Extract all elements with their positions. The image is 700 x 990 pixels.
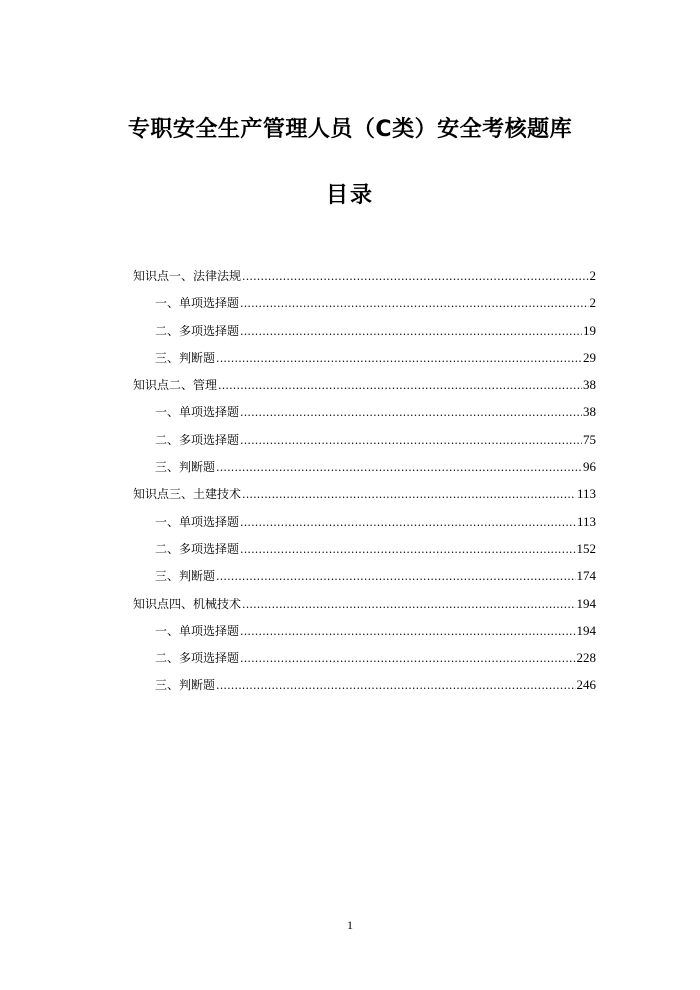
toc-entry-page: 228 <box>576 650 596 666</box>
toc-entry[interactable] <box>133 562 596 589</box>
toc-entry[interactable] <box>133 426 596 453</box>
document-title: 专职安全生产管理人员（C类）安全考核题库 <box>127 117 573 142</box>
toc-entry[interactable] <box>133 644 596 671</box>
toc-entry-label: 知识点三、土建技术 <box>133 487 242 502</box>
toc-dot-leader <box>242 481 576 508</box>
toc-dot-leader <box>240 618 575 645</box>
toc-dot-leader <box>216 345 582 372</box>
toc-entry-label: 二、多项选择题 <box>155 323 240 338</box>
toc-entry-label: 三、判断题 <box>155 350 216 365</box>
toc-entry-label: 二、多项选择题 <box>155 541 240 556</box>
toc-dot-leader <box>240 536 575 563</box>
toc-entry[interactable] <box>133 453 596 480</box>
toc-entry-page: 2 <box>589 295 596 311</box>
toc-entry-page: 19 <box>583 322 596 338</box>
toc-entry[interactable] <box>133 535 596 562</box>
toc-entry-page: 113 <box>576 513 596 529</box>
toc-entry-label: 三、判断题 <box>155 460 216 475</box>
toc-dot-leader <box>216 672 575 699</box>
toc-entry[interactable] <box>133 398 596 425</box>
toc-entry[interactable] <box>133 289 596 316</box>
toc-entry-label: 一、单项选择题 <box>155 623 240 638</box>
toc-entry-label: 一、单项选择题 <box>155 296 240 311</box>
toc-entry[interactable] <box>133 344 596 371</box>
toc-entry-page: 38 <box>583 404 596 420</box>
toc-dot-leader <box>218 372 582 399</box>
toc-dot-leader <box>240 290 588 317</box>
toc-entry-label: 二、多项选择题 <box>155 432 240 447</box>
page-number: 1 <box>347 918 353 932</box>
toc-dot-leader <box>240 509 576 536</box>
toc-entry-section-1[interactable] <box>133 262 596 289</box>
toc-dot-leader <box>240 645 575 672</box>
toc-dot-leader <box>240 427 582 454</box>
toc-dot-leader <box>216 563 575 590</box>
toc-entry-page: 75 <box>583 431 596 447</box>
toc-entry-section-3[interactable] <box>133 480 596 507</box>
toc-heading: 目录 <box>325 183 374 208</box>
toc-entry-page: 113 <box>576 486 596 502</box>
toc-dot-leader <box>216 454 582 481</box>
table-of-contents <box>133 262 596 699</box>
toc-entry-page: 152 <box>576 540 596 556</box>
toc-entry-page: 194 <box>576 595 596 611</box>
toc-entry[interactable] <box>133 508 596 535</box>
toc-entry-label: 知识点四、机械技术 <box>133 596 242 611</box>
toc-entry-label: 二、多项选择题 <box>155 651 240 666</box>
toc-dot-leader <box>242 263 588 290</box>
toc-dot-leader <box>242 591 575 618</box>
toc-entry-page: 194 <box>576 622 596 638</box>
toc-entry-section-2[interactable] <box>133 371 596 398</box>
toc-entry-page: 246 <box>576 677 596 693</box>
toc-entry[interactable] <box>133 671 596 698</box>
toc-entry-page: 2 <box>589 268 596 283</box>
toc-entry-label: 知识点二、管理 <box>133 378 218 393</box>
toc-entry-page: 174 <box>576 568 596 584</box>
toc-entry-label: 三、判断题 <box>155 678 216 693</box>
toc-entry-label: 知识点一、法律法规 <box>133 269 242 283</box>
toc-entry-section-4[interactable] <box>133 590 596 617</box>
toc-entry[interactable] <box>133 617 596 644</box>
toc-dot-leader <box>240 318 582 345</box>
toc-entry[interactable] <box>133 317 596 344</box>
toc-entry-label: 一、单项选择题 <box>155 405 240 420</box>
toc-entry-page: 96 <box>583 459 596 475</box>
toc-entry-label: 一、单项选择题 <box>155 514 240 529</box>
toc-dot-leader <box>240 399 582 426</box>
toc-entry-page: 38 <box>583 377 596 393</box>
toc-entry-page: 29 <box>583 349 596 365</box>
toc-entry-label: 三、判断题 <box>155 569 216 584</box>
